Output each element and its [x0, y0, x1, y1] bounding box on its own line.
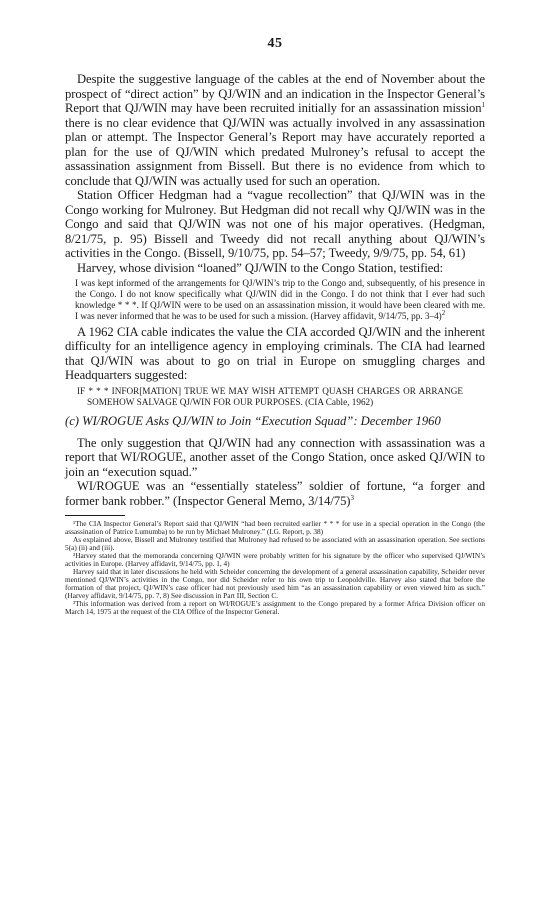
- footnote-3: ³This information was derived from a report on WI/ROGUE’s assignment to the Congo prepared by a former Africa Division officer on March 14, 1975 at the request of the CIA Office of the Inspector General.: [65, 599, 485, 617]
- cable-source: (CIA Cable, 1962): [302, 396, 374, 407]
- paragraph-execution-squad: The only suggestion that QJ/WIN had any connection with assassination was a report that WI/ROGUE, another asset of the Congo Station, once asked QJ/WIN to join an “execution squad.”: [65, 435, 485, 479]
- cable-text: IF * * * INFOR[MATION] TRUE WE MAY WISH ATTEMPT QUASH CHARGES OR ARRANGE SOMEHOW SALVAGE QJ/WIN FOR OUR PURPOSES.: [77, 385, 463, 407]
- paragraph-1962-cable: A 1962 CIA cable indicates the value the CIA accorded QJ/WIN and the inherent difficulty for an intelligence agency in employing criminals. The CIA had learned that QJ/WIN was about to go on trial in Europe on smuggling charges and Headquarters suggested:: [65, 324, 485, 383]
- footnote-ref: 1: [481, 100, 485, 109]
- footnote-ref: 2: [441, 308, 446, 317]
- quote-harvey-affidavit: [65, 278, 485, 322]
- section-heading: (c) WI/ROGUE Asks QJ/WIN to Join “Execution Squad”: December 1960: [65, 414, 441, 429]
- page-number: 45: [267, 36, 283, 51]
- paragraph-hedgman: Station Officer Hedgman had a “vague recollection” that QJ/WIN was in the Congo working for Mulroney. But Hedgman did not recall why QJ/WIN was in the Congo and said that QJ/WIN was not one of his major operatives. (Hedgman, 8/21/75, p. 95) Bissell and Tweedy did not recall anything about QJ/WIN’s activities in the Congo. (Bissell, 9/10/75, pp. 54–57; Tweedy, 9/9/75, pp. 54, 61): [65, 188, 485, 260]
- quote-cia-cable: [65, 386, 485, 408]
- footnote-1-continued: As explained above, Bissell and Mulroney testified that Mulroney had refused to be associated with an assassination operation. See sections 5(a) (ii) and (iii).: [65, 535, 485, 553]
- paragraph-harvey: Harvey, whose division “loaned” QJ/WIN to the Congo Station, testified:: [77, 260, 444, 275]
- document-page: [65, 36, 485, 616]
- footnote-1: ¹The CIA Inspector General’s Report said that QJ/WIN “had been recruited earlier * * * for use in a special operation in the Congo (the assassination of Patrice Lumumba) to be run by Michael Mulroney.” (I.G. Report, p. 38): [65, 519, 485, 537]
- paragraph-direct-action: [65, 72, 485, 188]
- paragraph-wirogue: [65, 479, 485, 508]
- footnote-2-continued: Harvey said that in later discussions he held with Scheider concerning the development of a general assassination capability, Scheider never mentioned QJ/WIN’s activities in the Congo, nor did Scheider refer to his own trip to Leopoldville. Harvey also stated that before the formation of that project, QJ/WIN’s case officer had not previously used him “as an assassination capability or even viewed him as such.” (Harvey affidavit, 9/14/75, pp. 7, 8) See discussion in Part III, Section C.: [65, 567, 485, 601]
- paragraph-text: WI/ROGUE was an “essentially stateless” soldier of fortune, “a forger and former bank robber.” (Inspector General Memo, 3/14/75): [65, 479, 485, 508]
- quote-text: I was kept informed of the arrangements for QJ/WIN’s trip to the Congo and, subsequently, of his presence in the Congo. I do not know specifically what QJ/WIN did in the Congo. I do not think that I ever had such knowledge * * *. If QJ/WIN were to be used on an assassination mission, it would have been cleared with me. I was never informed that he was to be used for such a mission. (Harvey affidavit, 9/14/75, pp. 3–4): [75, 278, 485, 321]
- footnote-2: ²Harvey stated that the memoranda concerning QJ/WIN were probably written for his signature by the officer who supervised QJ/WIN’s activities in Europe. (Harvey affidavit, 9/14/75, pp. 1, 4): [65, 551, 485, 569]
- footnote-divider: [65, 515, 125, 516]
- paragraph-text: Despite the suggestive language of the cables at the end of November about the prospect of “direct action” by QJ/WIN and an indication in the Inspector General’s Report that QJ/WIN may have been recruited initially for an assassination mission: [65, 72, 485, 115]
- footnote-ref: 3: [350, 493, 354, 502]
- paragraph-text: there is no clear evidence that QJ/WIN was actually involved in any assassination plan or attempt. The Inspector General’s Report may have accurately reported a plan for the use of QJ/WIN which predated Mulroney’s refusal to accept the assassination assignment from Bissell. But there is no evidence from which to conclude that QJ/WIN was actually used for such an operation.: [65, 115, 485, 188]
